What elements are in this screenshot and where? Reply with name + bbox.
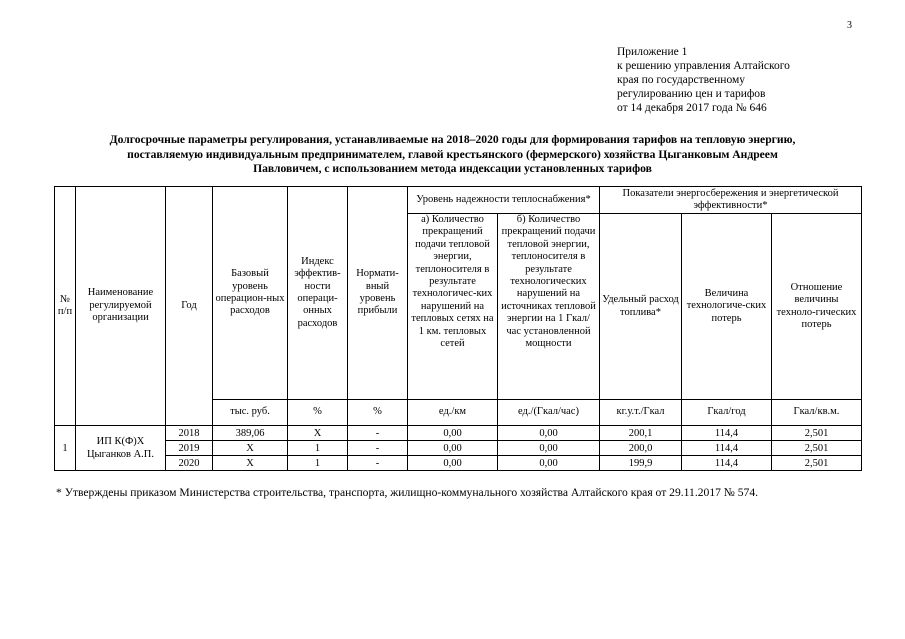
- cell-reliability-a: 0,00: [408, 441, 498, 456]
- group-header-energy: Показатели энергосбережения и энергетической эффективности*: [600, 187, 862, 214]
- cell-reliability-a: 0,00: [408, 456, 498, 471]
- col-header-reliability-a: а) Количество прекращений подачи тепловой энергии, теплоносителя в результате технологичес-ких нарушений на тепловых сетях на 1 км. тепловых сетей: [408, 214, 498, 400]
- cell-index: Х: [288, 426, 348, 441]
- cell-reliability-b: 0,00: [498, 426, 600, 441]
- col-header-fuel: Удельный расход топлива*: [600, 214, 682, 400]
- col-header-base: Базовый уровень операцион-ных расходов: [213, 187, 288, 400]
- unit-reliability-b: ед./(Гкал/час): [498, 400, 600, 426]
- cell-base: 389,06: [213, 426, 288, 441]
- appendix-line: Приложение 1: [617, 46, 688, 58]
- cell-base: Х: [213, 456, 288, 471]
- cell-ratio: 2,501: [772, 456, 862, 471]
- page-number: 3: [847, 20, 852, 31]
- title-line: поставляемую индивидуальным предпринимателем, главой крестьянского (фермерского) хозяйства Цыганковым Андреем: [127, 147, 778, 161]
- col-header-norm: Нормати-вный уровень прибыли: [348, 187, 408, 400]
- title-line: Павловичем, с использованием метода индексации установленных тарифов: [253, 162, 652, 175]
- unit-index: %: [288, 400, 348, 426]
- cell-year: 2019: [166, 441, 213, 456]
- cell-reliability-b: 0,00: [498, 456, 600, 471]
- row-number: 1: [55, 426, 76, 471]
- cell-ratio: 2,501: [772, 441, 862, 456]
- col-header-year: Год: [166, 187, 213, 426]
- col-header-reliability-b: б) Количество прекращений подачи тепловой энергии, теплоносителя в результате технологических нарушений на источниках тепловой энергии на 1 Гкал/час установленной мощности: [498, 214, 600, 400]
- appendix-line: регулированию цен и тарифов: [617, 88, 766, 100]
- cell-losses: 114,4: [682, 456, 772, 471]
- cell-fuel: 200,1: [600, 426, 682, 441]
- cell-ratio: 2,501: [772, 426, 862, 441]
- footnote: * Утверждены приказом Министерства строительства, транспорта, жилищно-коммунального хозяйства Алтайского края от 29.11.2017 № 574.: [56, 486, 759, 499]
- unit-losses: Гкал/год: [682, 400, 772, 426]
- appendix-line: от 14 декабря 2017 года № 646: [617, 102, 767, 114]
- appendix-line: к решению управления Алтайского: [617, 60, 790, 72]
- table-row: [55, 426, 862, 441]
- cell-norm: -: [348, 456, 408, 471]
- table-row: [55, 441, 862, 456]
- cell-year: 2020: [166, 456, 213, 471]
- unit-norm: %: [348, 400, 408, 426]
- cell-fuel: 200,0: [600, 441, 682, 456]
- header-row: [55, 187, 862, 214]
- document-title: [40, 133, 865, 177]
- col-header-ratio: Отношение величины техноло-гических потерь: [772, 214, 862, 400]
- unit-ratio: Гкал/кв.м.: [772, 400, 862, 426]
- cell-year: 2018: [166, 426, 213, 441]
- unit-reliability-a: ед./км: [408, 400, 498, 426]
- col-header-index: Индекс эффектив-ности операци-онных расходов: [288, 187, 348, 400]
- unit-fuel: кг.у.т./Гкал: [600, 400, 682, 426]
- appendix-line: края по государственному: [617, 74, 745, 86]
- parameters-table: [54, 186, 862, 471]
- cell-index: 1: [288, 456, 348, 471]
- cell-reliability-b: 0,00: [498, 441, 600, 456]
- cell-base: Х: [213, 441, 288, 456]
- appendix-block: [617, 45, 857, 115]
- cell-losses: 114,4: [682, 426, 772, 441]
- cell-losses: 114,4: [682, 441, 772, 456]
- unit-base: тыс. руб.: [213, 400, 288, 426]
- group-header-reliability: Уровень надежности теплоснабжения*: [408, 187, 600, 214]
- organization-name: ИП К(Ф)Х Цыганков А.П.: [76, 426, 166, 471]
- col-header-org: Наименование регулируемой организации: [76, 187, 166, 426]
- cell-fuel: 199,9: [600, 456, 682, 471]
- title-line: Долгосрочные параметры регулирования, устанавливаемые на 2018–2020 годы для формирования тарифов на тепловую энергию,: [109, 133, 796, 146]
- cell-norm: -: [348, 441, 408, 456]
- cell-reliability-a: 0,00: [408, 426, 498, 441]
- cell-norm: -: [348, 426, 408, 441]
- col-header-num: № п/п: [55, 187, 76, 426]
- col-header-losses: Величина технологиче-ских потерь: [682, 214, 772, 400]
- table-row: [55, 456, 862, 471]
- cell-index: 1: [288, 441, 348, 456]
